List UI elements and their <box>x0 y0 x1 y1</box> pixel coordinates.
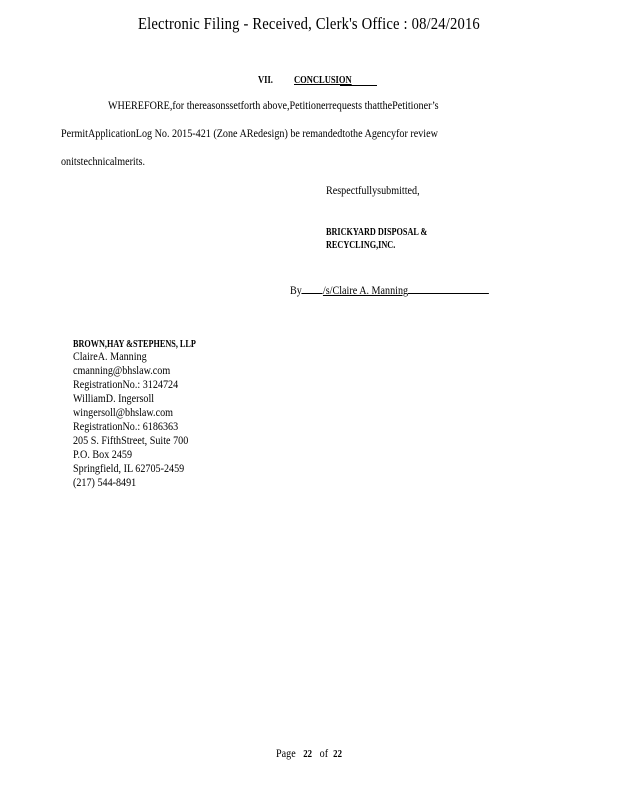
counsel-line: RegistrationNo.: 3124724 <box>73 379 179 391</box>
signature-text: /s/Claire A. Manning <box>322 285 409 297</box>
by-label: By <box>290 285 302 297</box>
page-label: Page <box>276 748 296 760</box>
body-line-2: PermitApplicationLog No. 2015-421 (Zone ARedesign) be remandedtothe Agencyfor review <box>61 128 438 140</box>
body-line-3: onitstechnicalmerits. <box>61 156 146 168</box>
counsel-line: WilliamD. Ingersoll <box>73 393 155 405</box>
signature-blank-right <box>408 283 489 294</box>
signature-line <box>290 283 489 297</box>
counsel-line: wingersoll@bhslaw.com <box>73 407 174 419</box>
respectfully-submitted: Respectfullysubmitted, <box>326 185 420 197</box>
signature-blank-left <box>302 283 323 294</box>
page-total: 22 <box>333 749 342 760</box>
counsel-line: 205 S. FifthStreet, Suite 700 <box>73 435 189 447</box>
counsel-line: ClaireA. Manning <box>73 351 147 363</box>
of-label: of <box>319 748 329 760</box>
section-number: VII. <box>258 75 273 86</box>
counsel-line: cmanning@bhslaw.com <box>73 365 171 377</box>
section-title-underline <box>340 85 377 86</box>
counsel-line: Springfield, IL 62705-2459 <box>73 463 185 475</box>
counsel-line: P.O. Box 2459 <box>73 449 133 461</box>
counsel-line: RegistrationNo.: 6186363 <box>73 421 179 433</box>
page-footer <box>37 748 581 760</box>
counsel-block <box>73 350 188 490</box>
client-name-line-2: RECYCLING,INC. <box>326 240 396 251</box>
page-number: 22 <box>303 749 313 760</box>
body-line-1: WHEREFORE,for thereasonssetforth above,Petitionerrequests thatthePetitioner’s <box>108 100 439 112</box>
electronic-filing-header: Electronic Filing - Received, Clerk's Office : 08/24/2016 <box>138 14 480 33</box>
client-name-line-1: BRICKYARD DISPOSAL & <box>326 227 428 238</box>
counsel-line: (217) 544-8491 <box>73 477 137 489</box>
section-title: CONCLUSION <box>294 75 352 86</box>
counsel-firm-name: BROWN,HAY &STEPHENS, LLP <box>73 339 196 350</box>
